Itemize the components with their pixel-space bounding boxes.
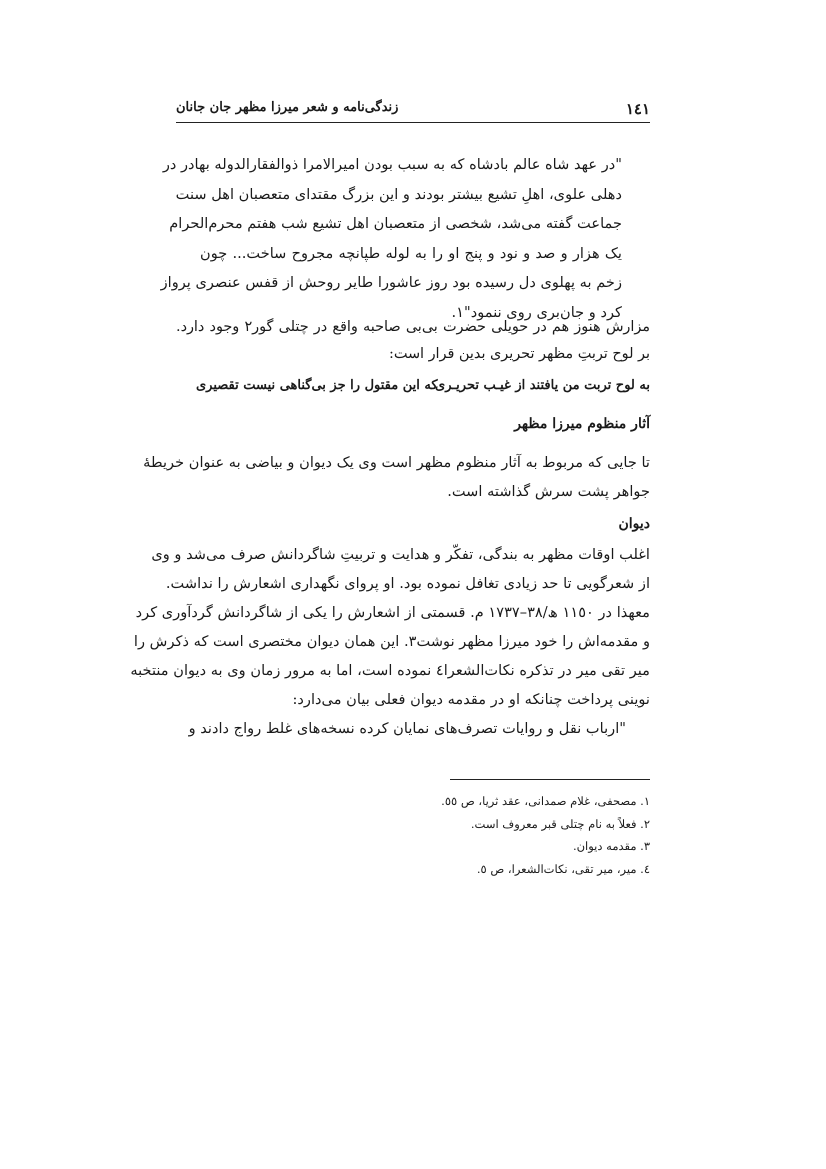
paragraph-line: نوینی پرداخت چنانکه او در مقدمه دیوان فعلی بیان می‌دارد: <box>292 691 650 708</box>
quote-line: زخم به پهلوی دل رسیده بود روز عاشورا طایر روحش از قفس عنصری پرواز <box>160 274 622 291</box>
paragraph-line: اغلب اوقات مظهر به بندگی، تفکّر و هدایت و تربیتِ شاگردانش صرف می‌شد و وی <box>151 546 650 563</box>
paragraph-line: جواهر پشت سرش گذاشته است. <box>447 483 650 500</box>
quote-line: کرد و جان‌بری روی ننمود"١. <box>451 303 622 321</box>
section-heading-divan: دیوان <box>618 516 650 532</box>
paragraph-line: میر تقی میر در تذکره نکات‌الشعرا٤ نموده است، اما به مرور زمان وی به دیوان منتخبه <box>130 662 650 679</box>
footnote: ٢. فعلاً به نام چتلی قبر معروف است. <box>470 816 650 831</box>
footnote: ١. مصحفی، غلام صمدانی، عقد ثریا، ص ٥٥. <box>441 794 650 808</box>
footnotes <box>350 790 650 880</box>
quote-line: دهلی علوی، اهلِ تشیع بیشتر بودند و این بزرگ مقتدای متعصبان اهل سنت <box>175 185 622 203</box>
running-title: زندگی‌نامه و شعر میرزا مظهر جان جانان <box>176 100 399 115</box>
poetic-works-paragraph <box>143 448 650 506</box>
paragraph-line: معهذا در ١١٥٠ ھ/٣٨–١٧٣٧ م. قسمتی از اشعارش را یکی از شاگردانش گردآوری کرد <box>135 604 650 621</box>
footnote: ٣. مقدمه دیوان. <box>572 839 650 853</box>
footnote: ٤. میر، میر تقی، نکات‌الشعرا، ص ٥. <box>476 861 650 876</box>
tomb-paragraph <box>176 314 650 368</box>
footnote-separator <box>450 779 650 780</box>
paragraph-line: از شعرگویی تا حد زیادی تغافل نموده بود. او پروای نگهداری اشعارش را نداشت. <box>165 575 650 592</box>
paragraph-line: مزارش هنوز هم در حویلی حضرت بی‌بی صاحبه واقع در چتلی گور٢ وجود دارد. <box>176 319 650 335</box>
paragraph-line: "ارباب نقل و روایات تصرف‌های نمایان کرده نسخه‌های غلط رواج دادند و <box>188 720 626 737</box>
divan-paragraph <box>130 540 650 743</box>
page-number: ١٤١ <box>625 100 650 118</box>
quote-line: "در عهد شاه عالم بادشاه که به سبب بودن امیرالامرا ذوالفقارالدوله بهادر در <box>162 156 622 173</box>
verse-first-hemistich: به لوح تربت من یافتند از غیـب تحریـری <box>435 378 650 393</box>
quote-line: جماعت گفته می‌شد، شخصی از متعصبان اهل تشیع شب هفتم محرم‌الحرام <box>169 215 622 232</box>
running-header <box>176 96 650 123</box>
section-heading-poetic-works: آثار منظوم میرزا مظهر <box>514 416 650 432</box>
paragraph-line: و مقدمه‌اش را خود میرزا مظهر نوشت٣. این همان دیوان مختصری است که ذکرش را <box>133 633 650 650</box>
quote-line: یک هزار و صد و نود و پنج او را به لوله طپانچه مجروح ساخت... چون <box>200 244 622 262</box>
paragraph-line: بر لوح تربتِ مظهر تحریری بدین قرار است: <box>388 346 650 362</box>
verse-second-hemistich: که این مقتول را جز بی‌گناهی نیست تقصیری <box>196 378 438 393</box>
quotation-block <box>160 150 622 327</box>
paragraph-line: تا جایی که مربوط به آثار منظوم مظهر است وی یک دیوان و بیاضی به عنوان خریطهٔ <box>143 454 650 471</box>
